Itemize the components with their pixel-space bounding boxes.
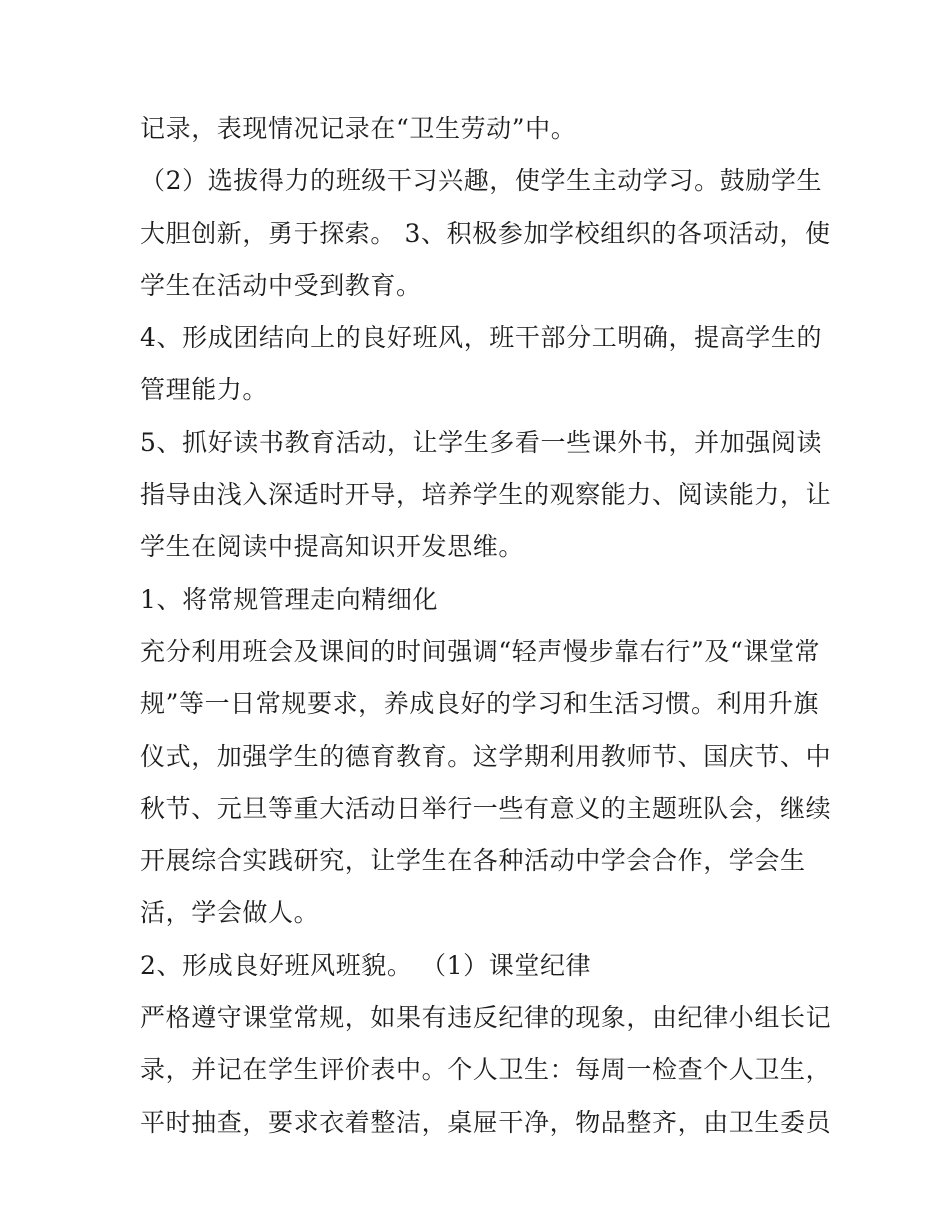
text-line: 指导由浅入深适时开导，培养学生的观察能力、阅读能力，让 [140,480,832,510]
text-line: （2）选拔得力的班级干习兴趣，使学生主动学习。鼓励学生 [140,166,823,196]
document-body [140,103,830,1149]
text-line: 录，并记在学生评价表中。个人卫生：每周一检查个人卫生， [140,1055,832,1085]
text-line: 活，学会做人。 [140,898,320,928]
text-line: 开展综合实践研究，让学生在各种活动中学会合作，学会生 [140,846,806,876]
text-line: 大胆创新，勇于探索。 3、积极参加学校组织的各项活动，使 [140,218,831,248]
text-line: 秋节、元旦等重大活动日举行一些有意义的主题班队会，继续 [140,793,832,823]
text-line: 记录，表现情况记录在“卫生劳动”中。 [140,114,577,143]
text-line: 学生在活动中受到教育。 [140,270,422,300]
text-line: 平时抽查，要求衣着整洁，桌屉干净，物品整齐，由卫生委员 [140,1107,832,1137]
section-heading: 2、形成良好班风班貌。 （1）课堂纪律 [140,950,592,980]
text-line: 管理能力。 [140,375,269,405]
text-line: 4、形成团结向上的良好班风，班干部分工明确，提高学生的 [140,323,823,353]
text-line: 学生在阅读中提高知识开发思维。 [140,532,525,562]
text-line: 严格遵守课堂常规，如果有违反纪律的现象，由纪律小组长记 [140,1003,832,1033]
text-line: 5、抓好读书教育活动，让学生多看一些课外书，并加强阅读 [140,427,823,457]
text-line: 规”等一日常规要求，养成良好的学习和生活习惯。利用升旗 [140,689,819,719]
section-heading: 1、将常规管理走向精细化 [140,584,439,614]
text-line: 仪式，加强学生的德育教育。这学期利用教师节、国庆节、中 [140,741,832,771]
text-line: 充分利用班会及课间的时间强调“轻声慢步靠右行”及“课堂常 [140,636,821,666]
